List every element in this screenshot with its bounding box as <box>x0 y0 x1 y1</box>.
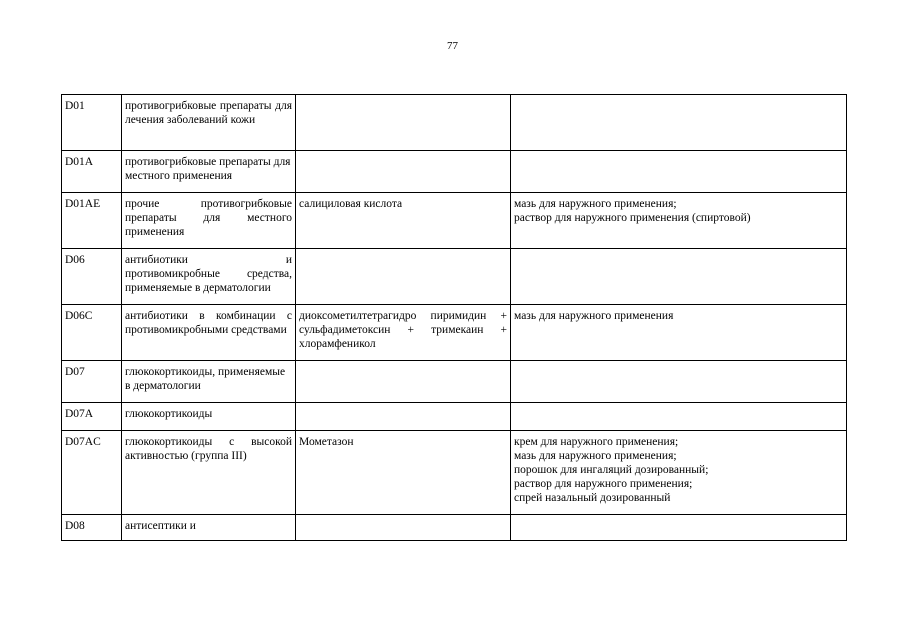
dosage-form: мазь для наружного применения; <box>514 198 677 210</box>
table-row <box>62 95 847 151</box>
drug-name-cell: салициловая кислота <box>296 193 511 249</box>
table-row <box>62 193 847 249</box>
group-name-cell: прочие противогрибковые препараты для местного применения <box>122 193 296 249</box>
group-name-cell: антисептики и <box>122 515 296 541</box>
drug-name-cell: Мометазон <box>296 431 511 515</box>
atc-code-cell: D06C <box>62 305 122 361</box>
page-number: 77 <box>447 40 458 52</box>
atc-code-cell: D01A <box>62 151 122 193</box>
dosage-forms-cell <box>511 151 847 193</box>
table-row <box>62 431 847 515</box>
table-row <box>62 515 847 541</box>
dosage-forms-cell <box>511 193 847 249</box>
atc-code-cell: D01 <box>62 95 122 151</box>
dosage-forms-cell <box>511 95 847 151</box>
dosage-forms-cell <box>511 361 847 403</box>
group-name-cell: глюкокортикоиды, применяемые в дерматологии <box>122 361 296 403</box>
drug-name-cell <box>296 403 511 431</box>
dosage-form: мазь для наружного применения; <box>514 450 677 462</box>
table-row <box>62 305 847 361</box>
atc-code-cell: D06 <box>62 249 122 305</box>
atc-code-cell: D07A <box>62 403 122 431</box>
atc-code-cell: D07AC <box>62 431 122 515</box>
atc-code-cell: D08 <box>62 515 122 541</box>
group-name-cell: антибиотики и противомикробные средства, применяемые в дерматологии <box>122 249 296 305</box>
group-name-cell: антибиотики в комбинации с противомикробными средствами <box>122 305 296 361</box>
dosage-form: порошок для ингаляций дозированный; <box>514 464 709 476</box>
dosage-forms-cell <box>511 305 847 361</box>
drug-table <box>61 94 847 541</box>
drug-name-cell <box>296 361 511 403</box>
dosage-forms-cell <box>511 515 847 541</box>
dosage-forms-cell <box>511 431 847 515</box>
dosage-form: раствор для наружного применения; <box>514 478 693 490</box>
dosage-form: мазь для наружного применения <box>514 310 674 322</box>
table-row <box>62 361 847 403</box>
drug-name-cell: диоксометилтетрагидро пиримидин + сульфадиметоксин + тримекаин + хлорамфеникол <box>296 305 511 361</box>
drug-name-cell <box>296 515 511 541</box>
atc-code-cell: D07 <box>62 361 122 403</box>
group-name-cell: противогрибковые препараты для местного применения <box>122 151 296 193</box>
table-row <box>62 249 847 305</box>
group-name-cell: глюкокортикоиды <box>122 403 296 431</box>
dosage-forms-cell <box>511 403 847 431</box>
drug-name-cell <box>296 249 511 305</box>
group-name-cell: противогрибковые препараты для лечения заболеваний кожи <box>122 95 296 151</box>
dosage-form: крем для наружного применения; <box>514 436 679 448</box>
atc-code-cell: D01AE <box>62 193 122 249</box>
dosage-form: раствор для наружного применения (спиртовой) <box>514 212 751 224</box>
table-row <box>62 403 847 431</box>
table-row <box>62 151 847 193</box>
group-name-cell: глюкокортикоиды с высокой активностью (группа III) <box>122 431 296 515</box>
drug-name-cell <box>296 95 511 151</box>
dosage-forms-cell <box>511 249 847 305</box>
drug-name-cell <box>296 151 511 193</box>
dosage-form: спрей назальный дозированный <box>514 492 671 504</box>
